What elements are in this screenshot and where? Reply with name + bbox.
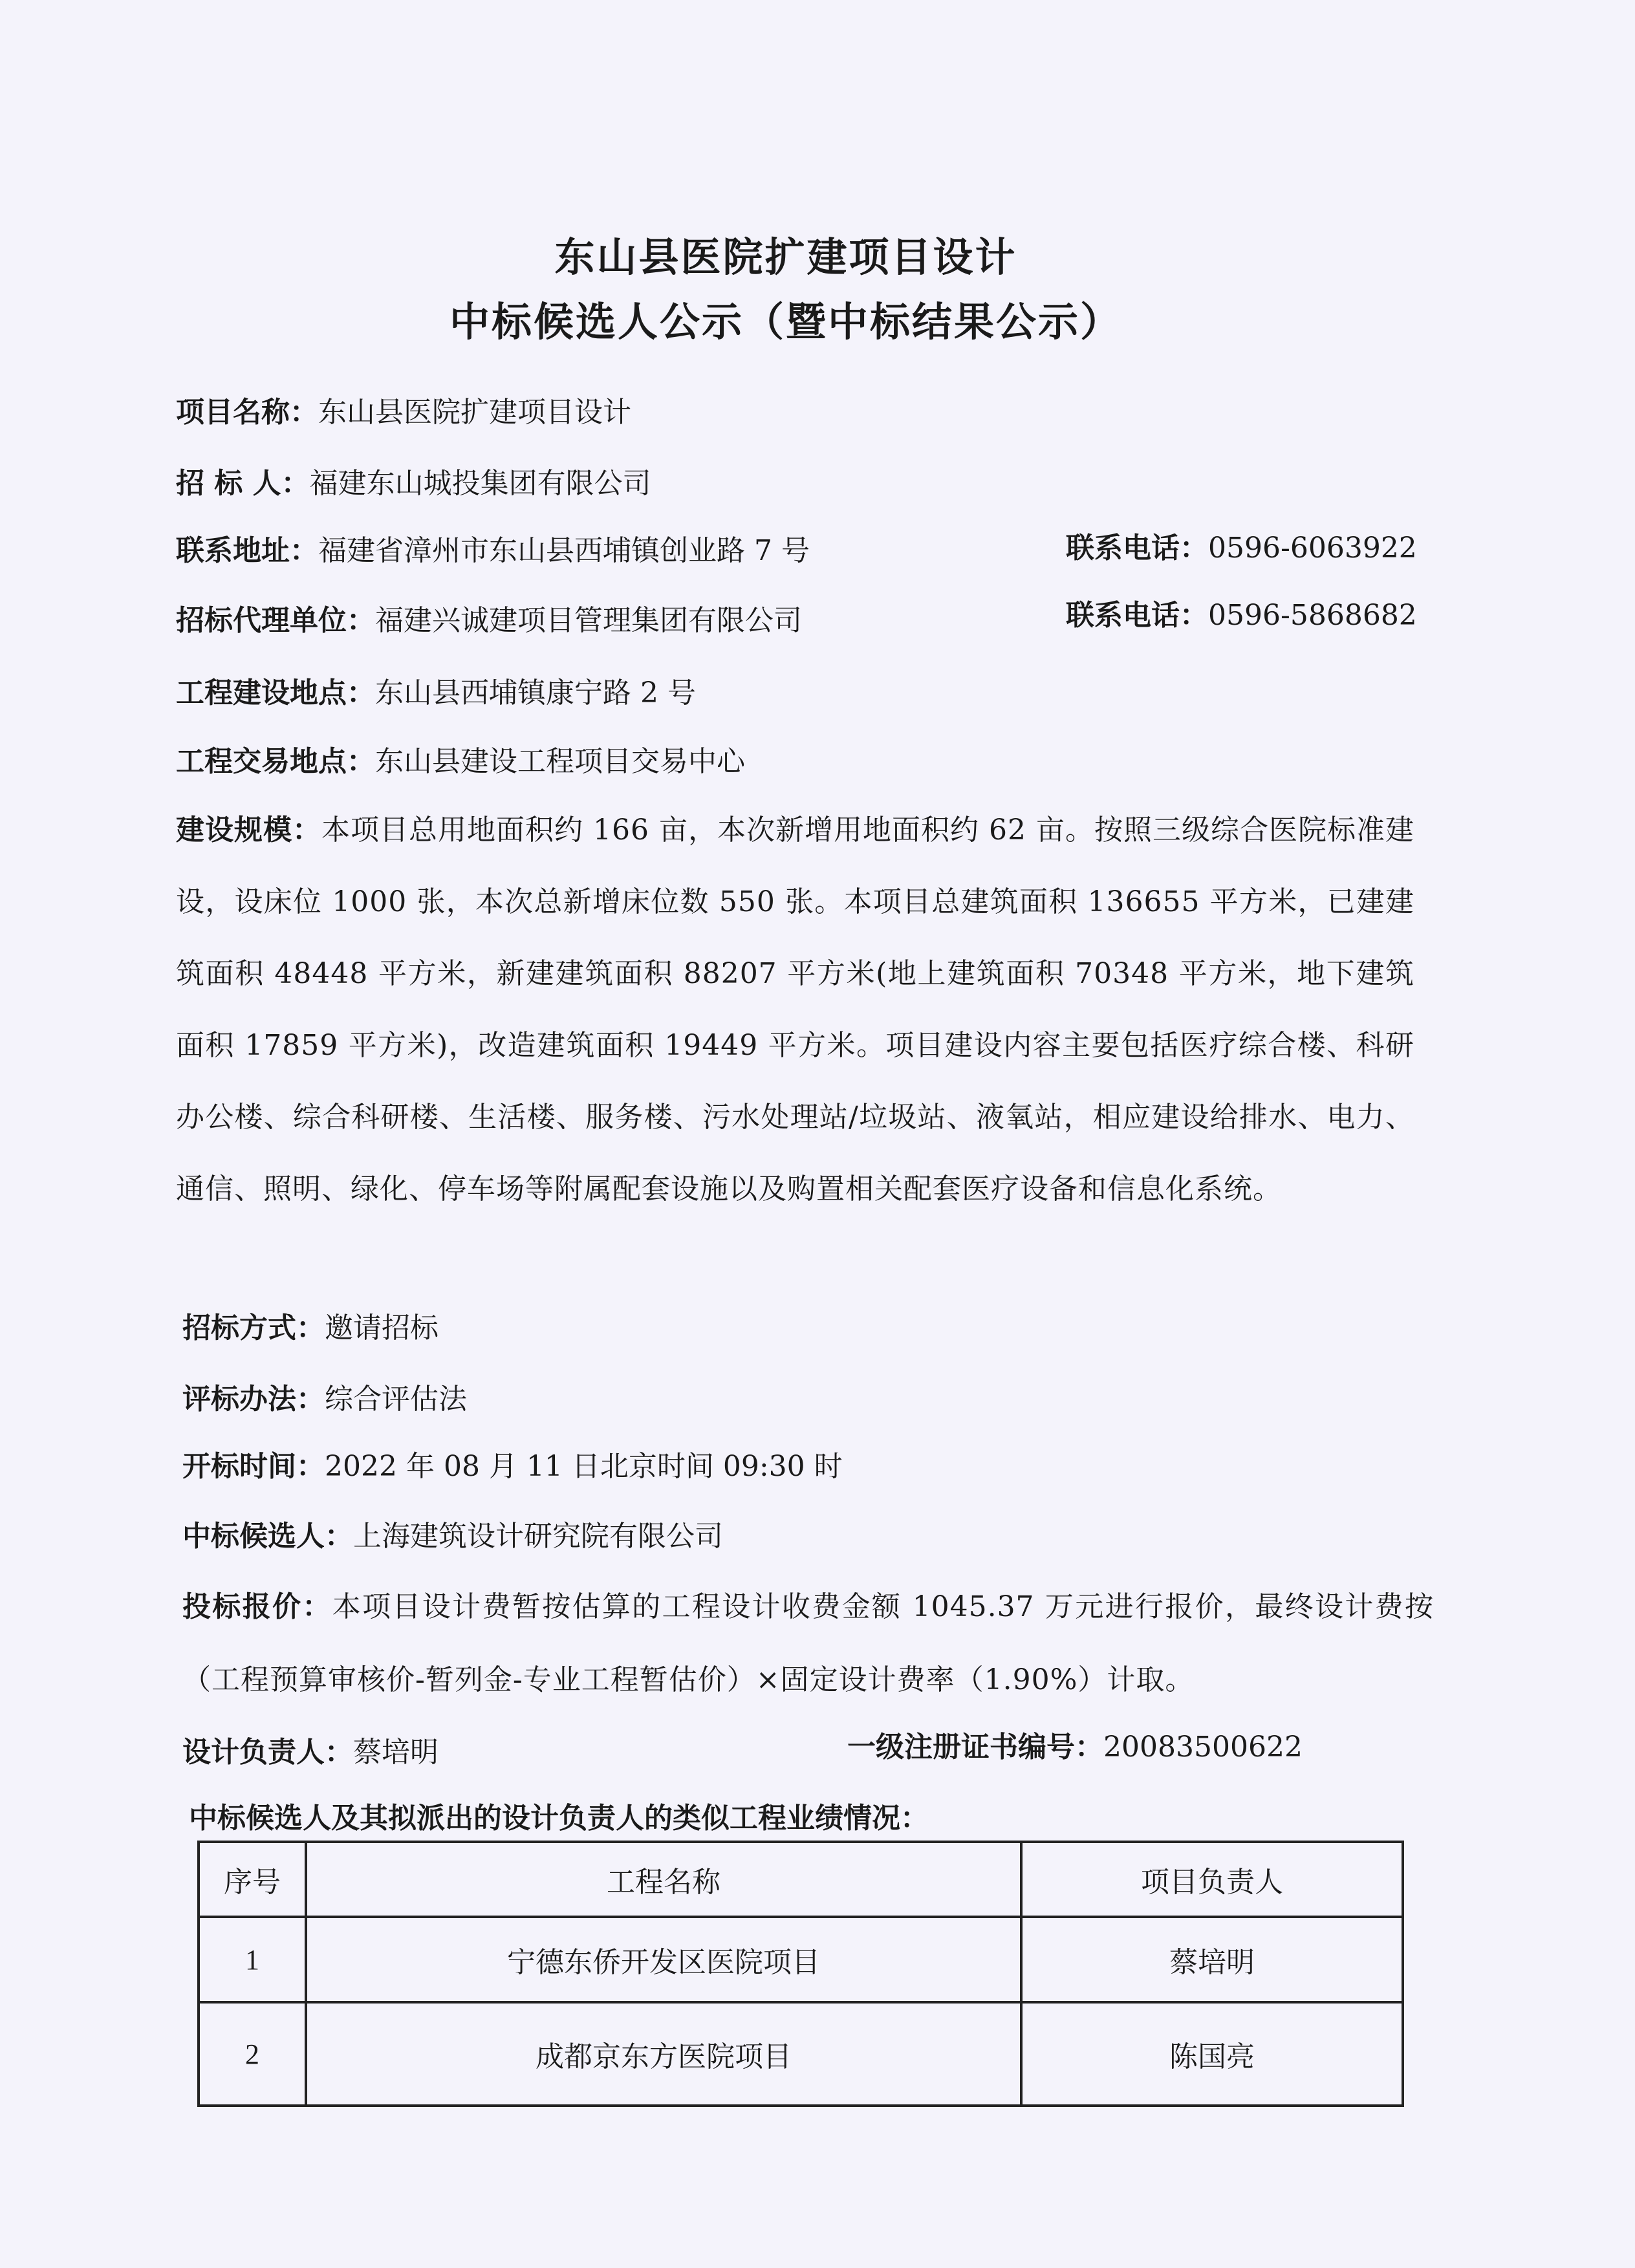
scale-paragraph xyxy=(176,794,1414,1225)
site-row xyxy=(176,674,696,713)
table-heading: 中标候选人及其拟派出的设计负责人的类似工程业绩情况： xyxy=(189,1802,929,1835)
address-row xyxy=(176,532,810,570)
address-value: 福建省漳州市东山县西埔镇创业路 7 号 xyxy=(318,534,810,567)
candidate-label: 中标候选人： xyxy=(182,1520,353,1553)
trade-place-row xyxy=(176,742,745,781)
candidate-value: 上海建筑设计研究院有限公司 xyxy=(353,1520,723,1553)
row-index: 1 xyxy=(199,1917,306,2002)
trade-place-value: 东山县建设工程项目交易中心 xyxy=(375,745,745,778)
header-index: 序号 xyxy=(199,1842,306,1917)
evaluation-row xyxy=(182,1380,467,1419)
address-label: 联系地址： xyxy=(176,534,318,567)
phone2-label: 联系电话： xyxy=(1066,599,1208,632)
cert-label: 一级注册证书编号： xyxy=(847,1731,1103,1764)
designer-row xyxy=(182,1733,439,1772)
agency-label: 招标代理单位： xyxy=(176,604,375,637)
bid-price-value: 本项目设计费暂按估算的工程设计收费金额 1045.37 万元进行报价，最终设计费按（工程预算审核价-暂列金-专业工程暂估价）×固定设计费率（1.90%）计取。 xyxy=(182,1590,1435,1696)
open-time-row xyxy=(182,1447,843,1486)
row-project: 宁德东侨开发区医院项目 xyxy=(306,1917,1021,2002)
designer-value: 蔡培明 xyxy=(353,1736,439,1769)
page-title: 东山县医院扩建项目设计 xyxy=(554,233,1017,281)
tenderer-row xyxy=(176,464,651,503)
method-row xyxy=(182,1309,439,1348)
phone1-value: 0596-6063922 xyxy=(1208,532,1417,565)
agency-value: 福建兴诚建项目管理集团有限公司 xyxy=(375,604,802,637)
trade-place-label: 工程交易地点： xyxy=(176,745,375,778)
performance-table xyxy=(197,1841,1404,2107)
evaluation-value: 综合评估法 xyxy=(325,1383,467,1416)
phone1-row xyxy=(1066,529,1417,568)
open-time-label: 开标时间： xyxy=(182,1450,325,1483)
table-header-row xyxy=(199,1842,1403,1917)
header-project: 工程名称 xyxy=(306,1842,1021,1917)
scale-label: 建设规模： xyxy=(176,814,322,847)
project-name-label: 项目名称： xyxy=(176,396,318,429)
phone1-label: 联系电话： xyxy=(1066,532,1208,565)
evaluation-label: 评标办法： xyxy=(182,1383,325,1416)
phone2-value: 0596-5868682 xyxy=(1208,599,1417,632)
bid-price-label: 投标报价： xyxy=(182,1590,332,1623)
cert-row xyxy=(847,1728,1303,1767)
agency-row xyxy=(176,601,802,640)
phone2-row xyxy=(1066,596,1417,635)
designer-label: 设计负责人： xyxy=(182,1736,353,1769)
row-project: 成都京东方医院项目 xyxy=(306,2002,1021,2106)
table-row xyxy=(199,2002,1403,2106)
tenderer-label: 招 标 人： xyxy=(176,467,310,500)
row-index: 2 xyxy=(199,2002,306,2106)
header-manager: 项目负责人 xyxy=(1021,1842,1403,1917)
open-time-value: 2022 年 08 月 11 日北京时间 09:30 时 xyxy=(325,1450,843,1483)
scale-value: 本项目总用地面积约 166 亩，本次新增用地面积约 62 亩。按照三级综合医院标准建设，设床位 1000 张，本次总新增床位数 550 张。本项目总建筑面积 136655 平方米，已建建筑面积 48448 平方米，新建建筑面积 88207 平方米(地上建筑面积 70348 平方米，地下建筑面积 17859 平方米)，改造建筑面积 19449 平方米。项目建设内容主要包括医疗综合楼、科研办公楼、综合科研楼、生活楼、服务楼、污水处理站/垃圾站、液氧站，相应建设给排水、电力、通信、照明、绿化、停车场等附属配套设施以及购置相关配套医疗设备和信息化系统。 xyxy=(176,814,1414,1205)
project-name-value: 东山县医院扩建项目设计 xyxy=(318,396,631,429)
cert-value: 20083500622 xyxy=(1103,1731,1303,1764)
page-subtitle: 中标候选人公示（暨中标结果公示） xyxy=(449,298,1122,345)
site-value: 东山县西埔镇康宁路 2 号 xyxy=(375,676,696,709)
candidate-row xyxy=(182,1517,723,1556)
tenderer-value: 福建东山城投集团有限公司 xyxy=(309,467,651,500)
table-row xyxy=(199,1917,1403,2002)
method-label: 招标方式： xyxy=(182,1312,325,1345)
project-name-row xyxy=(176,393,631,432)
method-value: 邀请招标 xyxy=(325,1312,439,1345)
row-manager: 蔡培明 xyxy=(1021,1917,1403,2002)
site-label: 工程建设地点： xyxy=(176,676,375,709)
row-manager: 陈国亮 xyxy=(1021,2002,1403,2106)
bid-price-paragraph xyxy=(182,1570,1434,1716)
